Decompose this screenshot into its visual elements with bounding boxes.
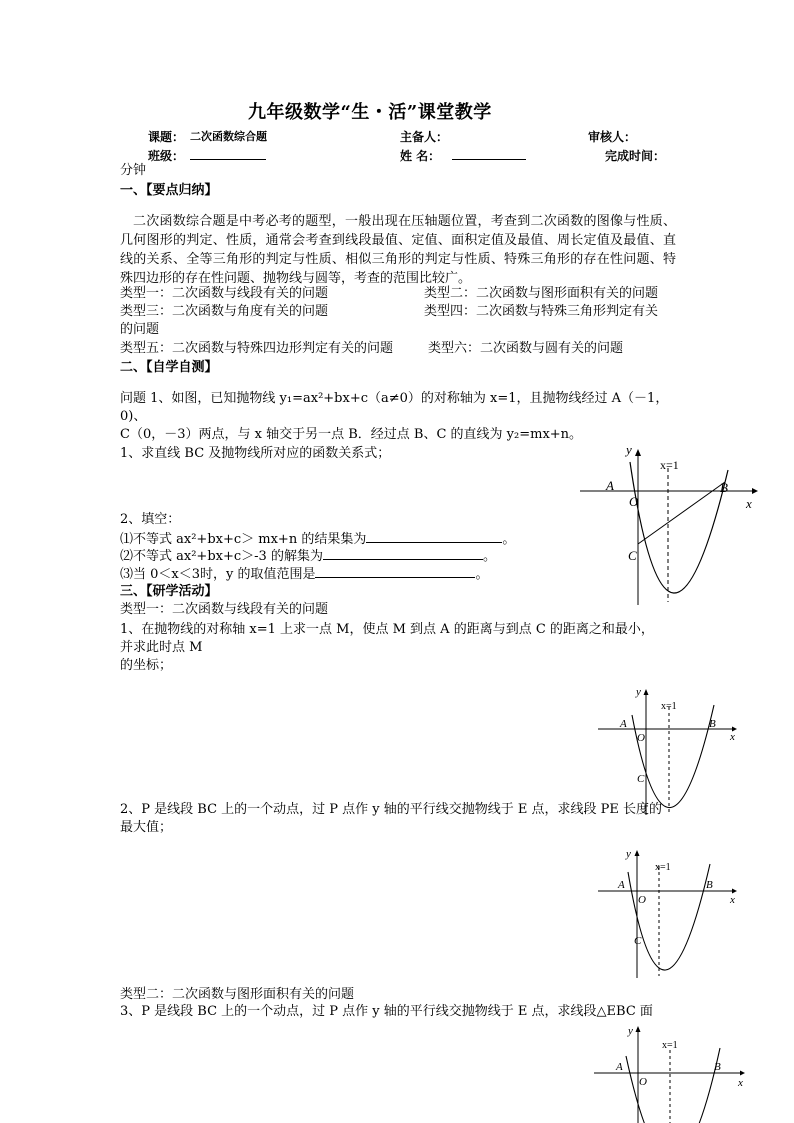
point-b-label: B xyxy=(709,718,716,730)
time-label: 完成时间： xyxy=(605,149,666,163)
parabola-curve xyxy=(628,864,710,970)
point-o-label: O xyxy=(629,494,639,509)
point-a-label: A xyxy=(616,1061,623,1073)
type3-label: 类型三：二次函数与角度有关的问题 xyxy=(120,304,329,319)
fill-in-3-blank[interactable] xyxy=(315,564,475,578)
fill-in-2 xyxy=(120,546,496,566)
y-axis-label: y xyxy=(626,848,631,860)
point-c-label: C xyxy=(634,935,642,947)
point-c-label: C xyxy=(628,548,637,563)
symmetry-label: x=1 xyxy=(661,701,677,712)
reviewer-label: 审核人： xyxy=(588,130,637,144)
name-blank xyxy=(452,146,526,160)
topic-label: 课题： xyxy=(148,130,185,144)
y-axis-arrow xyxy=(635,850,640,856)
type2-label: 类型二：二次函数与图形面积有关的问题 xyxy=(424,286,659,301)
fill-in-3 xyxy=(120,564,489,584)
symmetry-label: x=1 xyxy=(660,458,679,472)
problem-1-line1: 1、在抛物线的对称轴 x=1 上求一点 M，使点 M 到点 A 的距离与到点 C 的距离之和最小， xyxy=(120,622,654,637)
y-axis-arrow xyxy=(644,689,649,695)
point-o-label: O xyxy=(638,894,646,906)
point-a-label: A xyxy=(606,478,614,493)
parabola-figure-2 xyxy=(592,683,752,818)
point-o-label: O xyxy=(637,732,645,744)
type5-label: 类型五：二次函数与特殊四边形判定有关的问题 xyxy=(120,341,394,356)
x-axis-label: x xyxy=(730,731,735,743)
section3-heading: 三、【研学活动】 xyxy=(120,584,218,599)
problem1-line1: 问题 1、如图，已知抛物线 y₁=ax²+bx+c（a≠0）的对称轴为 x=1，且抛物线经过 A（－1， xyxy=(120,391,669,406)
class-label: 班级： xyxy=(148,149,185,163)
type4-label-cont: 的问题 xyxy=(120,322,160,337)
topic-value: 二次函数综合题 xyxy=(190,130,267,143)
point-c-label: C xyxy=(637,773,645,785)
problem1-line2: 0)、 xyxy=(120,409,147,424)
y-axis-label: y xyxy=(626,442,632,457)
parabola-figure-1 xyxy=(570,440,770,610)
fill-in-1-text: ⑴不等式 ax²+bx+c＞ mx+n 的结果集为 xyxy=(120,532,367,547)
x-axis-arrow xyxy=(752,488,758,494)
point-o-label: O xyxy=(639,1076,647,1088)
parabola-figure-3 xyxy=(592,842,752,982)
parabola-figure-4 xyxy=(590,1018,754,1123)
problem-2-line1: 2、P 是线段 BC 上的一个动点，过 P 点作 y 轴的平行线交抛物线于 E 点，求线段 PE 长度的 xyxy=(120,802,663,817)
fill-in-3-period: 。 xyxy=(475,567,489,582)
section1-heading: 一、【要点归纳】 xyxy=(120,183,218,198)
fill-in-2-text: ⑵不等式 ax²+bx+c＞-3 的解集为 xyxy=(120,549,323,564)
question1: 1、求直线 BC 及抛物线所对应的函数关系式； xyxy=(120,446,391,461)
fill-in-2-blank[interactable] xyxy=(323,546,483,560)
name-label: 姓 名： xyxy=(400,149,441,163)
problem-2-line2: 最大值； xyxy=(120,820,173,835)
type2-title: 类型二：二次函数与图形面积有关的问题 xyxy=(120,987,355,1002)
problem-1-line3: 的坐标； xyxy=(120,658,173,673)
section2-heading: 二、【自学自测】 xyxy=(120,360,218,375)
point-b-label: B xyxy=(720,480,728,495)
parabola-curve xyxy=(632,705,714,808)
point-b-label: B xyxy=(714,1061,721,1073)
question2: 2、填空： xyxy=(120,512,181,527)
x-axis-arrow xyxy=(732,889,737,894)
type4-label: 类型四：二次函数与特殊三角形判定有关 xyxy=(424,304,659,319)
y-axis-label: y xyxy=(628,1025,633,1037)
symmetry-label: x=1 xyxy=(655,862,671,873)
point-a-label: A xyxy=(618,879,625,891)
x-axis-arrow xyxy=(740,1071,745,1076)
problem-3-line1: 3、P 是线段 BC 上的一个动点，过 P 点作 y 轴的平行线交抛物线于 E 点，求线段△EBC 面 xyxy=(120,1004,653,1019)
symmetry-label: x=1 xyxy=(662,1040,678,1051)
problem1-line3: C（0，－3）两点，与 x 轴交于另一点 B．经过点 B、C 的直线为 y₂=mx+n。 xyxy=(120,427,583,442)
fill-in-1-blank[interactable] xyxy=(366,529,502,543)
fill-in-1-period: 。 xyxy=(502,532,516,547)
type1-label: 类型一：二次函数与线段有关的问题 xyxy=(120,286,329,301)
point-a-label: A xyxy=(620,718,627,730)
type1-title: 类型一：二次函数与线段有关的问题 xyxy=(120,602,329,617)
x-axis-label: x xyxy=(730,894,735,906)
fill-in-3-text: ⑶当 0＜x＜3时，y 的取值范围是 xyxy=(120,567,316,582)
fill-in-2-period: 。 xyxy=(482,549,496,564)
preparer-label: 主备人： xyxy=(400,130,449,144)
x-axis-label: x xyxy=(738,1077,743,1089)
class-blank xyxy=(190,146,266,160)
y-axis-arrow xyxy=(636,1026,641,1032)
y-axis-arrow xyxy=(635,449,641,456)
point-b-label: B xyxy=(706,879,713,891)
type6-label: 类型六：二次函数与圆有关的问题 xyxy=(428,341,624,356)
page-title: 九年级数学“生・活”课堂教学 xyxy=(248,102,492,123)
parabola-curve xyxy=(630,462,728,593)
section1-intro: 二次函数综合题是中考必考的题型，一般出现在压轴题位置，考查到二次函数的图像与性质、几何图形的判定、性质，通常会考查到线段最值、定值、面积定值及最值、周长定值及最值、直线的关系、全等三角形的判定与性质、相似三角形的判定与性质、特殊三角形的存在性问题、特殊四边形的存在性问题、抛物线与圆等，考查的范围比较广。 xyxy=(120,214,676,286)
x-axis-label: x xyxy=(746,496,752,511)
time-unit: 分钟 xyxy=(120,163,147,178)
y-axis-label: y xyxy=(636,686,641,698)
problem-1-line2: 并求此时点 M xyxy=(120,640,203,655)
